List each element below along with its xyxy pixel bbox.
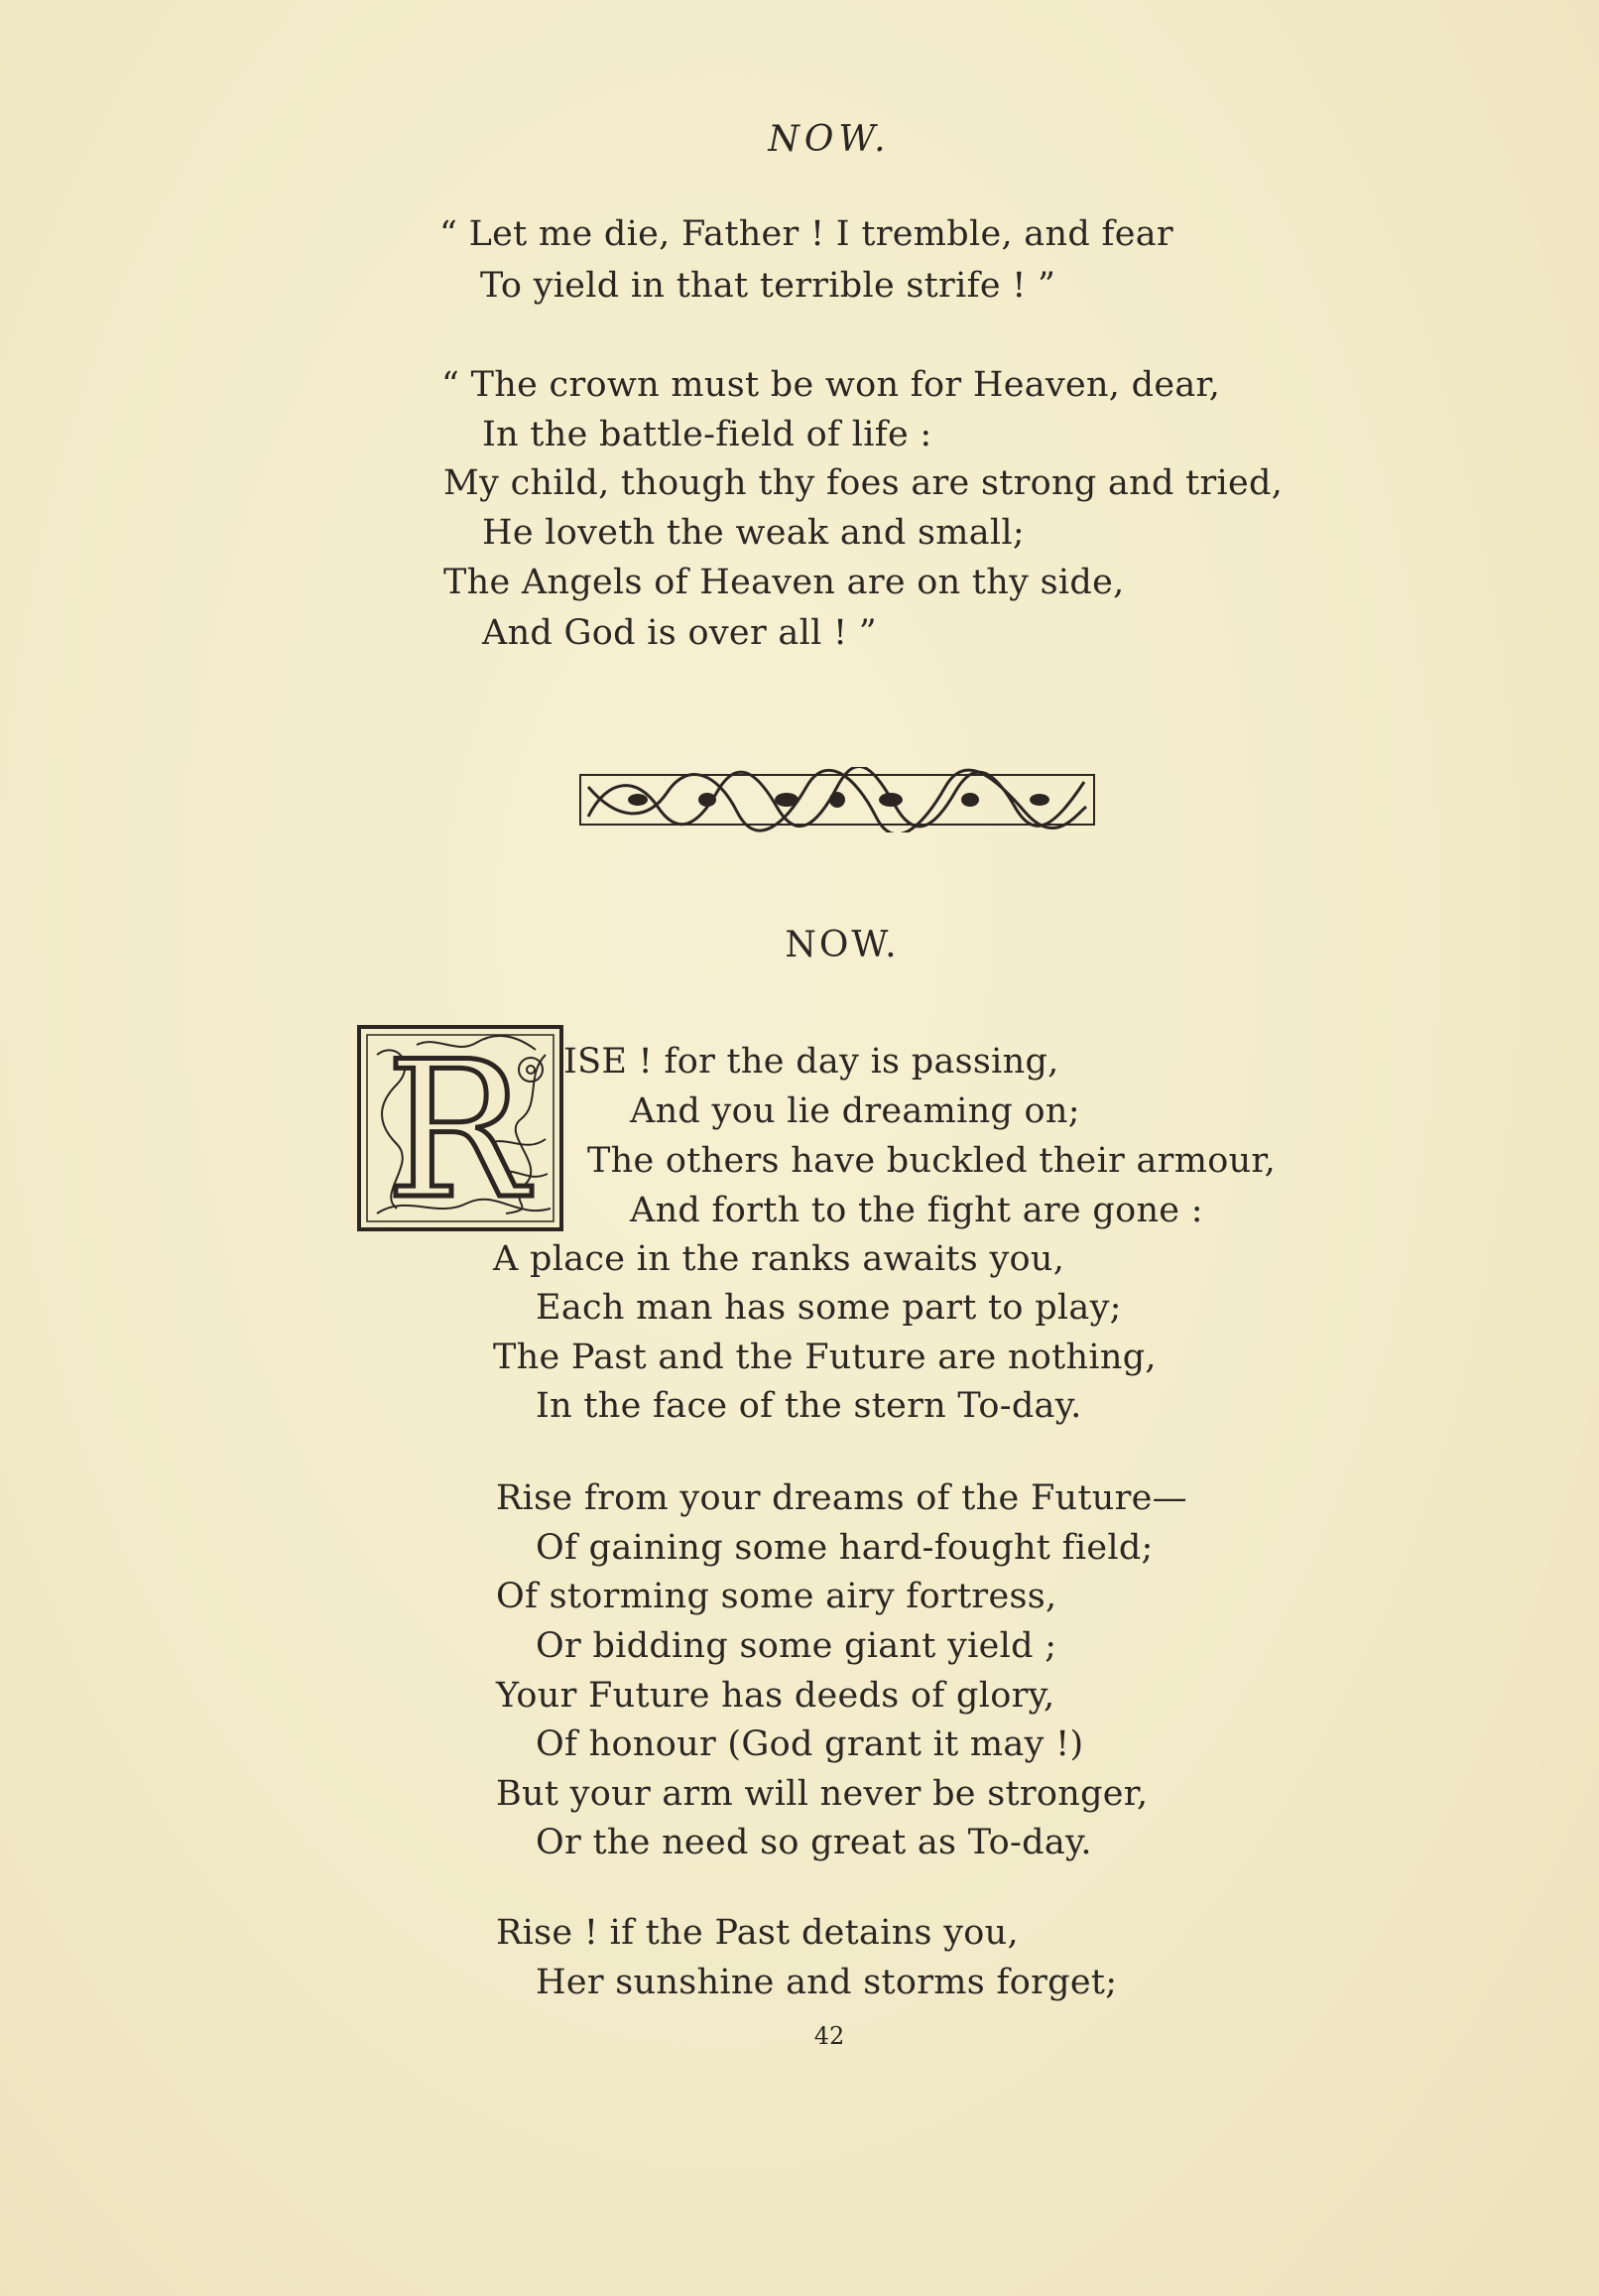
verse-line: Your Future has deeds of glory, — [496, 1676, 1055, 1716]
floral-ornament — [578, 767, 1096, 832]
verse-line: Or bidding some giant yield ; — [536, 1626, 1057, 1666]
verse-line: And forth to the fight are gone : — [630, 1191, 1203, 1230]
verse-line: Of honour (God grant it may !) — [536, 1724, 1084, 1764]
svg-text:R: R — [385, 1025, 528, 1231]
verse-line: And God is over all ! ” — [482, 613, 877, 653]
verse-line: The Angels of Heaven are on thy side, — [443, 563, 1125, 602]
verse-line: A place in the ranks awaits you, — [493, 1239, 1065, 1279]
verse-line: Rise from your dreams of the Future— — [496, 1478, 1187, 1518]
verse-line: Or the need so great as To-day. — [536, 1823, 1092, 1862]
verse-line: My child, though thy foes are strong and tried, — [443, 463, 1284, 503]
illuminated-drop-cap — [357, 1025, 563, 1231]
verse-line: But your arm will never be stronger, — [496, 1774, 1149, 1814]
verse-line: Each man has some part to play; — [536, 1288, 1122, 1328]
verse-line: Rise ! if the Past detains you, — [496, 1913, 1019, 1953]
verse-line: Her sunshine and storms forget; — [536, 1963, 1118, 2002]
verse-line: And you lie dreaming on; — [630, 1091, 1080, 1131]
verse-line: “ Let me die, Father ! I tremble, and fear — [439, 214, 1173, 254]
verse-line: Of storming some airy fortress, — [496, 1577, 1057, 1616]
verse-line: To yield in that terrible strife ! ” — [480, 266, 1056, 306]
verse-line: Of gaining some hard-fought field; — [536, 1528, 1154, 1568]
verse-line: The others have buckled their armour, — [587, 1141, 1277, 1181]
verse-line: In the face of the stern To-day. — [536, 1386, 1082, 1426]
poem-title: NOW. — [785, 925, 900, 965]
verse-line: ISE ! for the day is passing, — [563, 1042, 1059, 1082]
verse-line: He loveth the weak and small; — [482, 513, 1025, 553]
page-number: 42 — [813, 2022, 845, 2050]
verse-line: In the battle-field of life : — [482, 415, 932, 454]
running-head: NOW. — [768, 119, 891, 160]
verse-line: “ The crown must be won for Heaven, dear, — [441, 365, 1221, 405]
verse-line: The Past and the Future are nothing, — [493, 1338, 1157, 1377]
